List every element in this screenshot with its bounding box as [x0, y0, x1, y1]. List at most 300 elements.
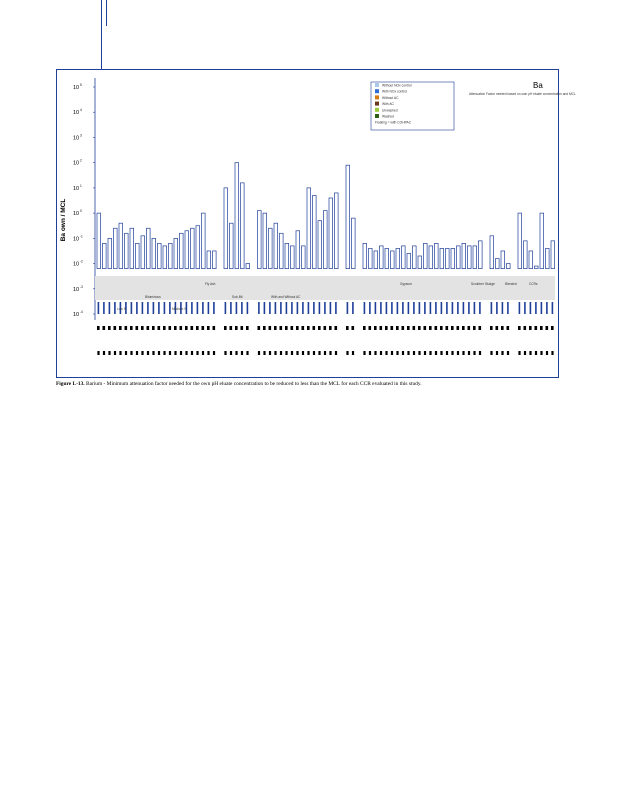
- bar-0-6: [130, 228, 134, 268]
- sample-glyph-lower-4-14: [440, 351, 442, 355]
- bar-3-1: [352, 218, 356, 268]
- sample-glyph-0-15: [180, 326, 183, 330]
- bar-3-0: [346, 165, 350, 268]
- legend: [371, 82, 454, 130]
- y-tick-label: 10: [73, 160, 80, 167]
- bar-2-2: [269, 228, 273, 268]
- sample-glyph-lower-2-14: [335, 351, 337, 355]
- bar-0-11: [158, 243, 162, 268]
- bar-5-3: [507, 264, 511, 269]
- sample-glyph-lower-0-4: [119, 351, 121, 355]
- bar-4-18: [462, 243, 466, 268]
- sample-glyph-lower-4-1: [369, 351, 371, 355]
- sample-glyph-2-13: [329, 326, 332, 330]
- bar-4-16: [451, 248, 455, 268]
- id-bar-0-2: [109, 302, 111, 314]
- sample-glyph-6-6: [551, 326, 554, 330]
- id-bar-6-2: [530, 302, 532, 314]
- chart-note: Attenuation Factor needed based on own pH eluate concentration and MCL: [469, 92, 576, 96]
- bar-4-8: [407, 253, 411, 268]
- bar-2-10: [313, 195, 317, 268]
- sample-glyph-lower-0-3: [114, 351, 116, 355]
- sample-glyph-lower-0-10: [152, 351, 154, 355]
- bar-2-4: [280, 233, 284, 268]
- sample-glyph-lower-4-16: [451, 351, 453, 355]
- sample-glyph-lower-5-3: [507, 351, 509, 355]
- id-bar-4-0: [364, 302, 366, 314]
- sample-glyph-5-2: [501, 326, 504, 330]
- id-bar-2-1: [264, 302, 266, 314]
- legend-label-3: With AC: [382, 102, 394, 107]
- bar-1-0: [224, 188, 228, 269]
- bar-2-1: [263, 213, 267, 268]
- sample-glyph-3-1: [352, 326, 355, 330]
- sample-glyph-lower-6-0: [518, 351, 520, 355]
- sample-glyph-lower-4-7: [402, 351, 404, 355]
- sample-glyph-4-16: [451, 326, 454, 330]
- sample-glyph-lower-4-3: [380, 351, 382, 355]
- id-bar-0-9: [147, 302, 149, 314]
- sample-glyph-2-2: [269, 326, 272, 330]
- bar-4-11: [424, 243, 428, 268]
- id-bar-0-11: [158, 302, 160, 314]
- sample-glyph-lower-2-0: [258, 351, 260, 355]
- id-bar-5-3: [507, 302, 509, 314]
- sample-glyph-lower-6-2: [529, 351, 531, 355]
- sample-glyph-0-2: [108, 326, 111, 330]
- sample-glyph-lower-0-13: [169, 351, 171, 355]
- sample-glyph-2-11: [318, 326, 321, 330]
- id-bar-0-6: [131, 302, 133, 314]
- sample-glyph-lower-2-6: [291, 351, 293, 355]
- sample-glyph-6-5: [546, 326, 549, 330]
- id-bar-4-8: [408, 302, 410, 314]
- id-bar-4-17: [457, 302, 459, 314]
- sample-glyph-4-12: [429, 326, 432, 330]
- barium-attenuation-chart: [57, 70, 576, 377]
- sample-glyph-lower-1-2: [235, 351, 237, 355]
- sample-glyph-lower-0-15: [180, 351, 182, 355]
- sample-glyph-lower-4-15: [446, 351, 448, 355]
- sample-glyph-4-7: [402, 326, 405, 330]
- sample-glyph-1-1: [230, 326, 233, 330]
- sample-glyph-lower-4-5: [391, 351, 393, 355]
- id-bar-2-12: [324, 302, 326, 314]
- bar-0-17: [191, 228, 195, 268]
- cat-label-scrubber: Scrubber Sludge: [471, 282, 495, 286]
- id-bar-1-4: [247, 302, 249, 314]
- legend-label-5: Washed: [382, 114, 394, 119]
- sample-glyph-lower-0-11: [158, 351, 160, 355]
- y-tick-label: 10: [73, 312, 80, 318]
- y-tick-label: 10: [73, 110, 80, 117]
- sample-glyph-0-20: [207, 326, 210, 330]
- sample-glyph-lower-2-10: [313, 351, 315, 355]
- sample-glyph-4-4: [385, 326, 388, 330]
- sample-glyph-lower-4-17: [457, 351, 459, 355]
- bar-0-8: [141, 236, 145, 269]
- id-bar-4-5: [391, 302, 393, 314]
- bar-2-7: [296, 231, 300, 269]
- bar-4-3: [380, 246, 384, 269]
- sample-glyph-lower-0-18: [196, 351, 198, 355]
- id-bar-4-10: [419, 302, 421, 314]
- id-bar-4-2: [375, 302, 377, 314]
- sample-glyph-5-0: [490, 326, 493, 330]
- id-bar-5-2: [502, 302, 504, 314]
- sample-glyph-2-6: [291, 326, 294, 330]
- y-axis-label: Ba own / MCL: [60, 198, 67, 242]
- id-bar-4-11: [424, 302, 426, 314]
- sample-glyph-4-3: [380, 326, 383, 330]
- id-bar-1-1: [230, 302, 232, 314]
- sample-glyph-2-14: [335, 326, 338, 330]
- id-bar-5-1: [496, 302, 498, 314]
- id-bar-5-0: [491, 302, 493, 314]
- legend-label-4: Unwashed: [382, 108, 398, 113]
- bar-0-10: [152, 238, 156, 268]
- sample-glyph-lower-4-18: [462, 351, 464, 355]
- bar-6-6: [551, 241, 555, 269]
- bar-0-18: [196, 226, 200, 269]
- legend-swatch-2: [375, 95, 379, 99]
- sample-glyph-4-18: [462, 326, 465, 330]
- sample-glyph-lower-1-1: [230, 351, 232, 355]
- bar-4-2: [374, 251, 378, 269]
- sample-glyph-2-7: [296, 326, 299, 330]
- sample-glyph-lower-5-2: [501, 351, 503, 355]
- id-bar-6-1: [524, 302, 526, 314]
- id-bar-2-2: [269, 302, 271, 314]
- id-bar-6-5: [546, 302, 548, 314]
- y-tick-exponent: -1: [80, 234, 83, 239]
- sample-id-markers: [97, 302, 554, 355]
- id-bar-0-21: [213, 302, 215, 314]
- sample-glyph-0-3: [114, 326, 117, 330]
- bar-4-19: [468, 246, 472, 269]
- id-bar-4-15: [446, 302, 448, 314]
- sample-glyph-lower-0-5: [125, 351, 127, 355]
- bar-1-4: [246, 264, 250, 269]
- id-bar-2-8: [302, 302, 304, 314]
- sample-glyph-0-6: [130, 326, 133, 330]
- sample-glyph-lower-0-14: [174, 351, 176, 355]
- sample-glyph-lower-0-1: [103, 351, 105, 355]
- sample-glyph-4-11: [424, 326, 427, 330]
- bar-0-7: [136, 243, 140, 268]
- legend-swatch-1: [375, 89, 379, 93]
- sample-glyph-2-0: [258, 326, 261, 330]
- sample-glyph-0-7: [136, 326, 139, 330]
- sample-glyph-2-8: [302, 326, 305, 330]
- id-bar-4-21: [479, 302, 481, 314]
- sample-glyph-0-9: [147, 326, 150, 330]
- sample-glyph-0-8: [141, 326, 144, 330]
- sample-glyph-lower-2-1: [263, 351, 265, 355]
- sample-glyph-lower-6-5: [546, 351, 548, 355]
- id-bar-4-3: [380, 302, 382, 314]
- sample-glyph-lower-1-4: [246, 351, 248, 355]
- id-bar-4-4: [386, 302, 388, 314]
- sample-glyph-1-0: [224, 326, 227, 330]
- sample-glyph-1-2: [235, 326, 238, 330]
- sample-glyph-0-10: [152, 326, 155, 330]
- sample-glyph-lower-4-19: [468, 351, 470, 355]
- caption-text: Barium - Minimum attenuation factor needed for the own pH eluate concentration to be reduced to less than the MCL for each CCR evaluated in this study.: [86, 381, 422, 387]
- cat-label-bituminous-1: Bituminous: [145, 295, 161, 299]
- sample-glyph-4-15: [446, 326, 449, 330]
- id-bar-2-4: [280, 302, 282, 314]
- id-bar-6-6: [552, 302, 554, 314]
- sample-glyph-lower-0-7: [136, 351, 138, 355]
- sample-glyph-lower-0-21: [213, 351, 215, 355]
- bar-6-1: [524, 241, 528, 269]
- sample-glyph-lower-4-8: [407, 351, 409, 355]
- sample-glyph-lower-0-6: [130, 351, 132, 355]
- bar-6-0: [518, 213, 522, 268]
- sample-glyph-lower-2-3: [274, 351, 276, 355]
- bar-5-2: [501, 251, 505, 269]
- cat-label-medium-s: Medium S: [172, 307, 187, 311]
- bar-1-3: [241, 183, 245, 269]
- y-tick-exponent: 2: [80, 158, 82, 163]
- bar-0-9: [147, 228, 151, 268]
- sample-glyph-lower-0-9: [147, 351, 149, 355]
- sample-glyph-lower-0-20: [207, 351, 209, 355]
- bar-6-5: [546, 248, 550, 268]
- sample-glyph-2-12: [324, 326, 327, 330]
- sample-glyph-lower-4-9: [413, 351, 415, 355]
- bar-0-16: [185, 231, 189, 269]
- id-bar-4-19: [468, 302, 470, 314]
- sample-glyph-lower-4-21: [479, 351, 481, 355]
- bar-1-2: [235, 163, 239, 269]
- sample-glyph-4-17: [457, 326, 460, 330]
- bar-4-17: [457, 246, 461, 269]
- bar-6-4: [540, 213, 544, 268]
- y-tick-exponent: -2: [80, 259, 83, 264]
- sample-glyph-3-0: [346, 326, 349, 330]
- id-bar-4-18: [463, 302, 465, 314]
- sample-glyph-2-4: [280, 326, 283, 330]
- bar-2-6: [291, 246, 295, 269]
- sample-glyph-lower-6-4: [540, 351, 542, 355]
- bar-6-3: [535, 266, 539, 269]
- sample-glyph-0-14: [174, 326, 177, 330]
- sample-glyph-0-19: [202, 326, 205, 330]
- bar-4-1: [369, 248, 373, 268]
- sample-glyph-lower-0-0: [97, 351, 99, 355]
- id-bar-1-3: [241, 302, 243, 314]
- y-tick-exponent: 4: [80, 108, 82, 113]
- y-tick-label: 10: [73, 135, 80, 142]
- bar-4-14: [440, 248, 444, 268]
- bar-4-20: [473, 246, 477, 269]
- id-bar-0-8: [142, 302, 144, 314]
- sample-glyph-6-3: [535, 326, 538, 330]
- bar-6-2: [529, 251, 533, 269]
- legend-label-0: Without NOx control: [382, 83, 412, 88]
- chart-title: Ba: [533, 81, 543, 90]
- bar-0-2: [108, 238, 112, 268]
- id-bar-4-7: [402, 302, 404, 314]
- sample-glyph-5-1: [496, 326, 499, 330]
- sample-glyph-2-10: [313, 326, 316, 330]
- y-tick-exponent: 1: [80, 183, 82, 188]
- y-tick-exponent: 5: [80, 83, 82, 87]
- bar-0-5: [125, 233, 129, 268]
- bar-1-1: [230, 223, 234, 268]
- y-tick-exponent: 0: [80, 209, 82, 214]
- sample-glyph-lower-5-0: [490, 351, 492, 355]
- bar-4-7: [402, 246, 406, 269]
- sample-glyph-0-12: [163, 326, 166, 330]
- bar-0-1: [103, 243, 107, 268]
- id-bar-2-6: [291, 302, 293, 314]
- cat-label-gypsum: Gypsum: [400, 282, 412, 286]
- cat-label-flyash: Fly Ash: [205, 282, 216, 286]
- bar-5-1: [496, 259, 500, 269]
- bar-0-3: [114, 228, 118, 268]
- sample-glyph-lower-4-6: [396, 351, 398, 355]
- bar-0-4: [119, 223, 123, 268]
- sample-glyph-lower-4-0: [363, 351, 365, 355]
- sample-glyph-4-13: [435, 326, 438, 330]
- y-tick-label: 10: [73, 211, 80, 218]
- legend-swatch-4: [375, 108, 379, 112]
- id-bar-4-16: [452, 302, 454, 314]
- bar-0-13: [169, 243, 173, 268]
- id-bar-2-10: [313, 302, 315, 314]
- bar-5-0: [490, 236, 494, 269]
- bar-4-5: [391, 251, 395, 269]
- id-bar-0-19: [202, 302, 204, 314]
- sample-glyph-lower-5-1: [496, 351, 498, 355]
- sample-glyph-2-9: [307, 326, 310, 330]
- sample-glyph-lower-2-4: [280, 351, 282, 355]
- category-band: [95, 276, 555, 300]
- bar-4-21: [479, 241, 483, 269]
- sample-glyph-lower-4-10: [418, 351, 420, 355]
- sample-glyph-lower-2-7: [296, 351, 298, 355]
- id-bar-6-3: [535, 302, 537, 314]
- sample-glyph-4-0: [363, 326, 366, 330]
- sample-glyph-lower-2-9: [307, 351, 309, 355]
- id-bar-6-0: [519, 302, 521, 314]
- sample-glyph-6-4: [540, 326, 543, 330]
- sample-glyph-lower-0-19: [202, 351, 204, 355]
- legend-swatch-3: [375, 102, 379, 106]
- sample-glyph-5-3: [507, 326, 510, 330]
- id-bar-2-0: [258, 302, 260, 314]
- bar-0-12: [163, 246, 167, 269]
- sample-glyph-4-1: [369, 326, 372, 330]
- bar-4-0: [363, 243, 367, 268]
- sample-glyph-0-0: [97, 326, 100, 330]
- sample-glyph-lower-4-11: [424, 351, 426, 355]
- sample-glyph-0-21: [213, 326, 216, 330]
- sample-glyph-0-4: [119, 326, 122, 330]
- bar-4-10: [418, 256, 422, 269]
- bar-2-14: [335, 193, 339, 269]
- sample-glyph-lower-1-3: [241, 351, 243, 355]
- sample-glyph-2-3: [274, 326, 277, 330]
- y-tick-exponent: -4: [80, 310, 83, 314]
- id-bar-3-1: [352, 302, 354, 314]
- id-bar-0-18: [197, 302, 199, 314]
- bar-2-11: [318, 221, 322, 269]
- sample-glyph-1-4: [246, 326, 249, 330]
- sample-glyph-4-8: [407, 326, 410, 330]
- cat-label-blended: Blended: [505, 282, 517, 286]
- id-bar-6-4: [541, 302, 543, 314]
- sample-glyph-lower-2-11: [318, 351, 320, 355]
- id-bar-0-12: [164, 302, 166, 314]
- id-bar-2-14: [335, 302, 337, 314]
- bar-0-14: [174, 238, 178, 268]
- id-bar-2-11: [319, 302, 321, 314]
- sample-glyph-lower-2-13: [329, 351, 331, 355]
- caption-label: Figure L-13.: [56, 381, 85, 387]
- sample-glyph-0-17: [191, 326, 194, 330]
- bar-2-8: [302, 246, 306, 269]
- sample-glyph-6-1: [524, 326, 527, 330]
- y-tick-label: 10: [73, 261, 80, 268]
- id-bar-2-9: [308, 302, 310, 314]
- bar-0-0: [97, 213, 101, 268]
- id-bar-2-13: [330, 302, 332, 314]
- y-tick-exponent: -3: [80, 284, 83, 289]
- bar-4-15: [446, 248, 450, 268]
- y-tick-label: 10: [73, 286, 80, 293]
- sample-glyph-lower-0-8: [141, 351, 143, 355]
- sample-glyph-0-11: [158, 326, 161, 330]
- sample-glyph-lower-4-20: [473, 351, 475, 355]
- sample-glyph-0-16: [185, 326, 188, 330]
- bar-2-9: [307, 188, 311, 269]
- cat-label-low-s: Low S: [117, 307, 126, 311]
- y-tick-label: 10: [73, 185, 80, 192]
- bar-2-13: [329, 198, 333, 269]
- sample-glyph-lower-4-13: [435, 351, 437, 355]
- sample-glyph-lower-1-0: [224, 351, 226, 355]
- sample-glyph-4-2: [374, 326, 377, 330]
- id-bar-4-13: [435, 302, 437, 314]
- sample-glyph-4-21: [479, 326, 482, 330]
- id-bar-4-14: [441, 302, 443, 314]
- id-bar-0-10: [153, 302, 155, 314]
- legend-label-1: With NOx control: [382, 89, 407, 94]
- sample-glyph-lower-0-17: [191, 351, 193, 355]
- y-tick-exponent: 3: [80, 133, 82, 138]
- id-bar-0-0: [98, 302, 100, 314]
- sample-glyph-0-5: [125, 326, 128, 330]
- legend-swatch-5: [375, 114, 379, 118]
- top-rule-vertical: [106, 0, 107, 26]
- id-bar-3-0: [347, 302, 349, 314]
- margin-rule-vertical: [101, 0, 102, 70]
- id-bar-4-20: [474, 302, 476, 314]
- bar-0-21: [213, 251, 217, 269]
- id-bar-0-3: [114, 302, 116, 314]
- sample-glyph-4-20: [473, 326, 476, 330]
- legend-label-6: Floating = with COHPAC: [375, 120, 412, 125]
- sample-glyph-6-2: [529, 326, 532, 330]
- sample-glyph-lower-2-8: [302, 351, 304, 355]
- sample-glyph-2-5: [285, 326, 288, 330]
- sample-glyph-4-19: [468, 326, 471, 330]
- sample-glyph-lower-2-12: [324, 351, 326, 355]
